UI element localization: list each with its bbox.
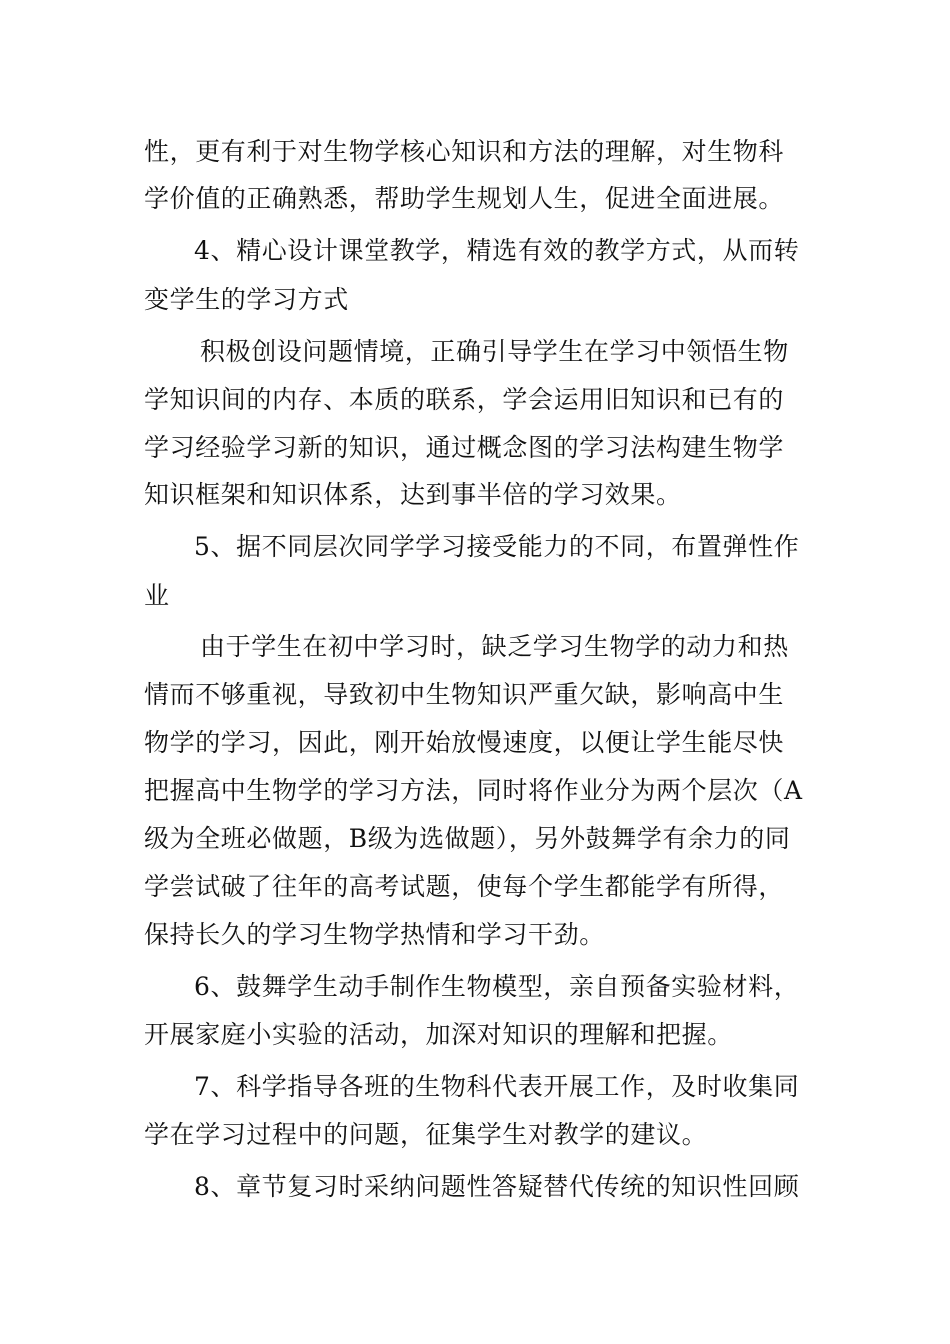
text-line: 学尝试破了往年的高考试题，使每个学生都能学有所得， — [144, 872, 785, 901]
item-4-heading: 4、精心设计课堂教学，精选有效的教学方式，从而转 — [194, 236, 800, 265]
item-6-heading: 6、鼓舞学生动手制作生物模型，亲自预备实验材料， — [194, 972, 800, 1001]
text-line: 学价值的正确熟悉，帮助学生规划人生，促进全面进展。 — [144, 184, 785, 213]
text-line: 知识框架和知识体系，达到事半倍的学习效果。 — [144, 480, 682, 509]
text-line: 把握高中生物学的学习方法，同时将作业分为两个层次（A — [144, 776, 803, 805]
item-5-heading: 5、据不同层次同学学习接受能力的不同，布置弹性作 — [194, 532, 800, 561]
text-line: 级为全班必做题，B级为选做题），另外鼓舞学有余力的同 — [144, 824, 791, 853]
text-line: 物学的学习，因此，刚开始放慢速度，以便让学生能尽快 — [144, 728, 785, 757]
text-line: 情而不够重视，导致初中生物知识严重欠缺，影响高中生 — [144, 680, 785, 709]
text-line: 学习经验学习新的知识，通过概念图的学习法构建生物学 — [144, 433, 785, 462]
text-line: 开展家庭小实验的活动，加深对知识的理解和把握。 — [144, 1020, 733, 1049]
item-4-heading-cont: 变学生的学习方式 — [144, 285, 349, 314]
text-line: 保持长久的学习生物学热情和学习干劲。 — [144, 920, 605, 949]
text-line: 学在学习过程中的问题，征集学生对教学的建议。 — [144, 1120, 708, 1149]
item-5-heading-cont: 业 — [144, 581, 170, 610]
text-line: 性，更有利于对生物学核心知识和方法的理解，对生物科 — [144, 137, 785, 166]
item-7-heading: 7、科学指导各班的生物科代表开展工作，及时收集同 — [194, 1072, 800, 1101]
text-line: 学知识间的内存、本质的联系，学会运用旧知识和已有的 — [144, 385, 785, 414]
item-8-heading: 8、章节复习时采纳问题性答疑替代传统的知识性回顾 — [194, 1172, 800, 1201]
text-line: 积极创设问题情境，正确引导学生在学习中领悟生物 — [200, 337, 789, 366]
text-line: 由于学生在初中学习时，缺乏学习生物学的动力和热 — [200, 632, 789, 661]
